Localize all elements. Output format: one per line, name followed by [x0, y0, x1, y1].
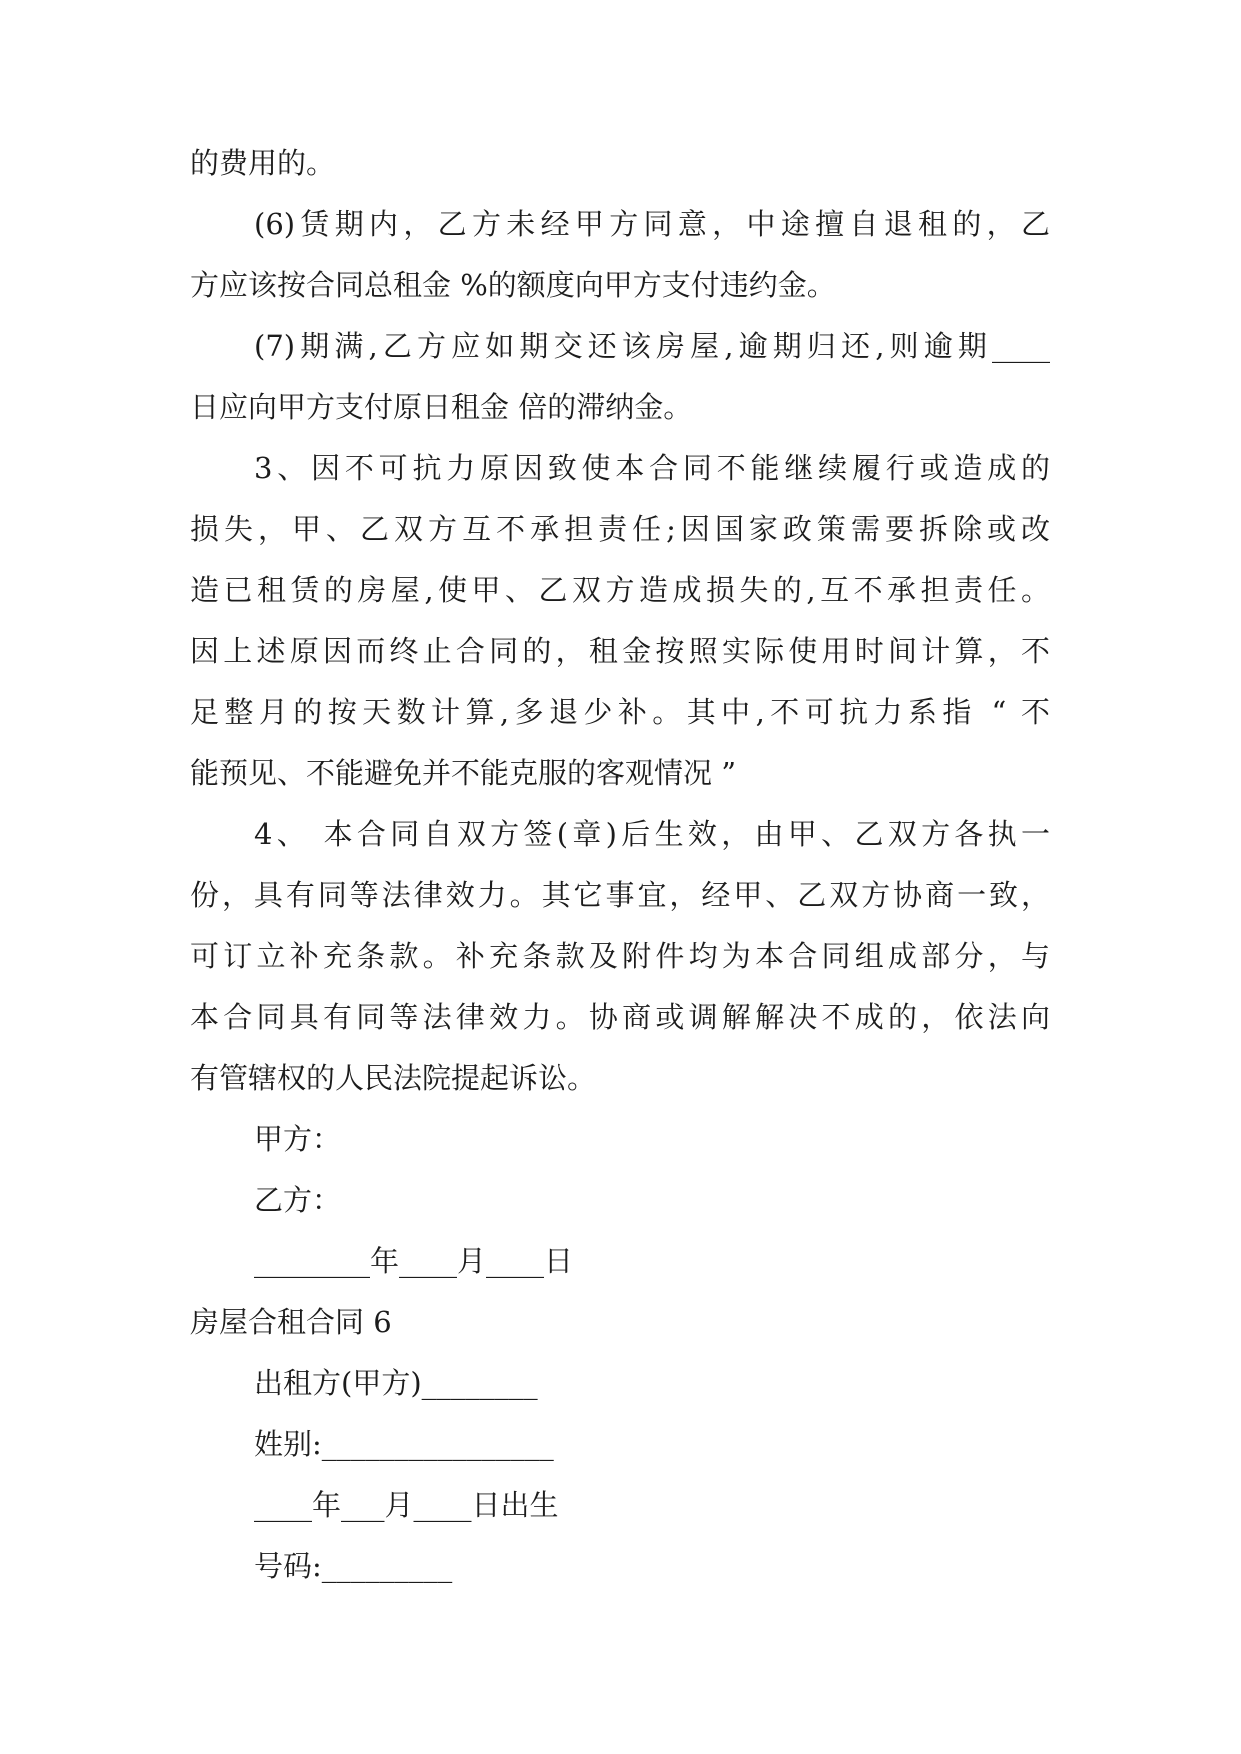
text-line-7: 损失，甲、乙双方互不承担责任;因国家政策需要拆除或改	[190, 512, 1050, 546]
birth-date-line: ____年___月____日出生	[254, 1488, 559, 1522]
text-line-16: 有管辖权的人民法院提起诉讼。	[190, 1061, 597, 1095]
signing-date-line: ________年____月____日	[254, 1244, 574, 1278]
text-line-14: 可订立补充条款。补充条款及附件均为本合同组成部分，与	[190, 939, 1050, 973]
text-line-15: 本合同具有同等法律效力。协商或调解解决不成的，依法向	[190, 1000, 1050, 1034]
party-b-label: 乙方：	[254, 1183, 342, 1217]
text-line-9: 因上述原因而终止合同的，租金按照实际使用时间计算，不	[190, 634, 1050, 668]
text-line-13: 份，具有同等法律效力。其它事宜，经甲、乙双方协商一致，	[190, 878, 1050, 912]
id-number-line: 号码:_________	[254, 1549, 453, 1583]
text-line-2: (6)赁期内，乙方未经甲方同意，中途擅自退租的，乙	[254, 207, 1050, 241]
lessor-line: 出租方(甲方)________	[254, 1366, 538, 1400]
text-line-10: 足整月的按天数计算,多退少补。其中,不可抗力系指 “ 不	[190, 695, 1050, 729]
text-line-1: 的费用的。	[190, 146, 336, 180]
text-line-11: 能预见、不能避免并不能克服的客观情况 ”	[190, 756, 737, 790]
text-line-6: 3、因不可抗力原因致使本合同不能继续履行或造成的	[254, 451, 1050, 485]
section-heading: 房屋合租合同 6	[190, 1305, 392, 1339]
text-line-3: 方应该按合同总租金 %的额度向甲方支付违约金。	[190, 268, 836, 302]
text-line-4: (7)期满,乙方应如期交还该房屋,逾期归还,则逾期____	[254, 329, 1050, 363]
text-line-5: 日应向甲方支付原日租金 倍的滞纳金。	[190, 390, 693, 424]
text-line-12: 4、 本合同自双方签(章)后生效，由甲、乙双方各执一	[254, 817, 1050, 851]
gender-line: 姓别:________________	[254, 1427, 554, 1461]
text-line-8: 造已租赁的房屋,使甲、乙双方造成损失的,互不承担责任。	[190, 573, 1050, 607]
party-a-label: 甲方：	[254, 1122, 342, 1156]
